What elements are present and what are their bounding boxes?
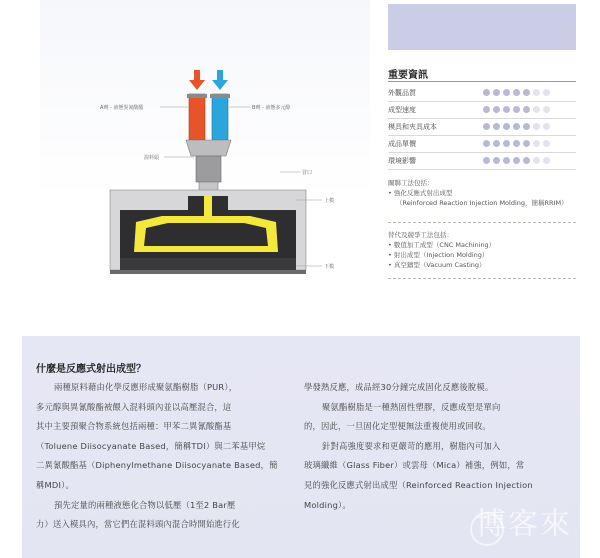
article-line: 預先定量的兩種液態化合物以低壓（1至2 Bar壓 (54, 499, 236, 510)
header-bar (388, 4, 576, 50)
article-line: 稱MDI）。 (36, 479, 74, 490)
rating-dot-icon (513, 89, 520, 96)
rating-dots (483, 157, 550, 164)
mixer-head (186, 140, 231, 196)
article-line: 的，因此，一旦固化定型便無法重複使用或回收。 (304, 421, 491, 432)
alternatives-item-2: • 射出成型（Injection Molding） (388, 251, 489, 259)
divider-dashed (388, 222, 576, 223)
rating-dot-icon (503, 123, 510, 130)
rating-dot-icon (523, 140, 530, 147)
label-mixer-head: 混料頭 (144, 155, 160, 161)
article-title: 什麼是反應式射出成型？ (36, 364, 146, 375)
mold (110, 190, 306, 274)
related-heading: 關聯工法包括： (388, 179, 434, 187)
rating-dot-icon (543, 157, 550, 164)
article-line: 兩種原料藉由化學反應形成聚氨酯樹脂（PUR）， (54, 382, 238, 392)
divider-dashed-bottom (388, 278, 576, 279)
info-row-label: 環境影響 (388, 156, 416, 165)
rating-dot-icon (513, 140, 520, 147)
alternatives-item-3: • 真空鑄型（Vacuum Casting） (388, 261, 486, 269)
a-arrow-icon (189, 70, 205, 90)
rating-dot-icon (533, 140, 540, 147)
related-process-block (388, 178, 578, 208)
info-row-label: 外觀品質 (388, 88, 416, 97)
rating-dot-icon (493, 140, 500, 147)
info-row (388, 84, 576, 102)
rating-dots (483, 106, 550, 113)
info-row (388, 152, 576, 170)
rating-dot-icon (503, 89, 510, 96)
rating-dot-icon (493, 106, 500, 113)
info-title: 重要資訊 (388, 70, 428, 81)
b-arrow-icon (212, 70, 228, 90)
rating-dot-icon (523, 123, 530, 130)
rating-dot-icon (543, 106, 550, 113)
article-line: Molding）。 (304, 499, 351, 510)
label-gate: 冒口 (302, 170, 313, 176)
rating-dots (483, 123, 550, 130)
rating-dot-icon (533, 106, 540, 113)
rating-dot-icon (533, 123, 540, 130)
related-item-2: （Reinforced Reaction Injection Molding，簡稱RRIM） (396, 199, 568, 207)
article-line: 力）送入模具內，當它們在混料頭內混合時開始進行化 (36, 519, 240, 530)
article-line: 見的強化反應式射出成型（Reinforced Reaction Injection (304, 479, 533, 490)
rating-dot-icon (523, 89, 530, 96)
article-line: 學發熱反應，成品經30分鐘完成固化反應後脫模。 (304, 382, 494, 392)
article-line: 二異氰酸酯基（Diphenylmethane Diisocyanate Based，簡 (36, 460, 278, 471)
rating-dot-icon (483, 157, 490, 164)
label-b-polyol: B劑 - 液態多元醇 (252, 105, 291, 111)
label-lower-mold: 下模 (324, 264, 335, 270)
rating-dot-icon (523, 106, 530, 113)
b-feed-pipe (212, 94, 228, 140)
alternatives-item-1: • 數值加工成型（CNC Machining） (388, 241, 496, 249)
label-a-isocyanate: A劑 - 液態異氰酸酯 (100, 105, 144, 111)
alternative-process-block (388, 230, 578, 270)
article-line: （Toluene Diisocyanate Based，簡稱TDI）與二苯基甲烷 (36, 440, 266, 451)
article-line: 多元醇與異氰酸酯被餵入混料頭內並以高壓混合，這 (36, 401, 232, 412)
rating-dots (483, 140, 550, 147)
info-row-label: 成型速度 (388, 105, 416, 114)
article-line: 玻璃纖維（Glass Fiber）或雲母（Mica）補強，例如，常 (304, 460, 525, 471)
rating-dot-icon (523, 157, 530, 164)
rating-dot-icon (513, 106, 520, 113)
info-row (388, 135, 576, 153)
rating-dot-icon (503, 140, 510, 147)
rating-dot-icon (493, 89, 500, 96)
rating-dots (483, 89, 550, 96)
rating-dot-icon (543, 140, 550, 147)
rating-dot-icon (483, 140, 490, 147)
rating-dot-icon (543, 123, 550, 130)
label-upper-mold: 上模 (324, 198, 335, 204)
rating-dot-icon (493, 157, 500, 164)
article-line: 聚氨酯樹脂是一種熱固性塑膠，反應成型是單向 (322, 401, 501, 412)
related-item-1: • 強化反應式射出成型 (388, 189, 453, 197)
rating-dot-icon (483, 89, 490, 96)
watermark: 博客來 (476, 507, 572, 542)
rating-dot-icon (543, 89, 550, 96)
alternatives-heading: 替代及競爭工法包括： (388, 231, 453, 239)
rating-dot-icon (533, 157, 540, 164)
rating-dot-icon (533, 89, 540, 96)
article-left-column (36, 378, 278, 535)
rating-dot-icon (493, 123, 500, 130)
rating-dot-icon (513, 123, 520, 130)
rating-dot-icon (503, 157, 510, 164)
info-divider (388, 81, 576, 82)
rating-dot-icon (483, 123, 490, 130)
info-row (388, 101, 576, 119)
info-row (388, 118, 576, 136)
article-line: 其中主要預聚合物系統包括兩種：甲苯二異氰酸酯基 (36, 421, 232, 432)
rating-dot-icon (503, 106, 510, 113)
rim-process-diagram (100, 60, 360, 290)
rating-dot-icon (483, 106, 490, 113)
a-feed-pipe (189, 94, 205, 140)
info-row-label: 模具和夾具成本 (388, 122, 437, 131)
rating-dot-icon (513, 157, 520, 164)
article-line: 針對高強度要求和更嚴苛的應用，樹脂內可加入 (322, 440, 501, 451)
info-row-label: 成品單價 (388, 139, 416, 148)
